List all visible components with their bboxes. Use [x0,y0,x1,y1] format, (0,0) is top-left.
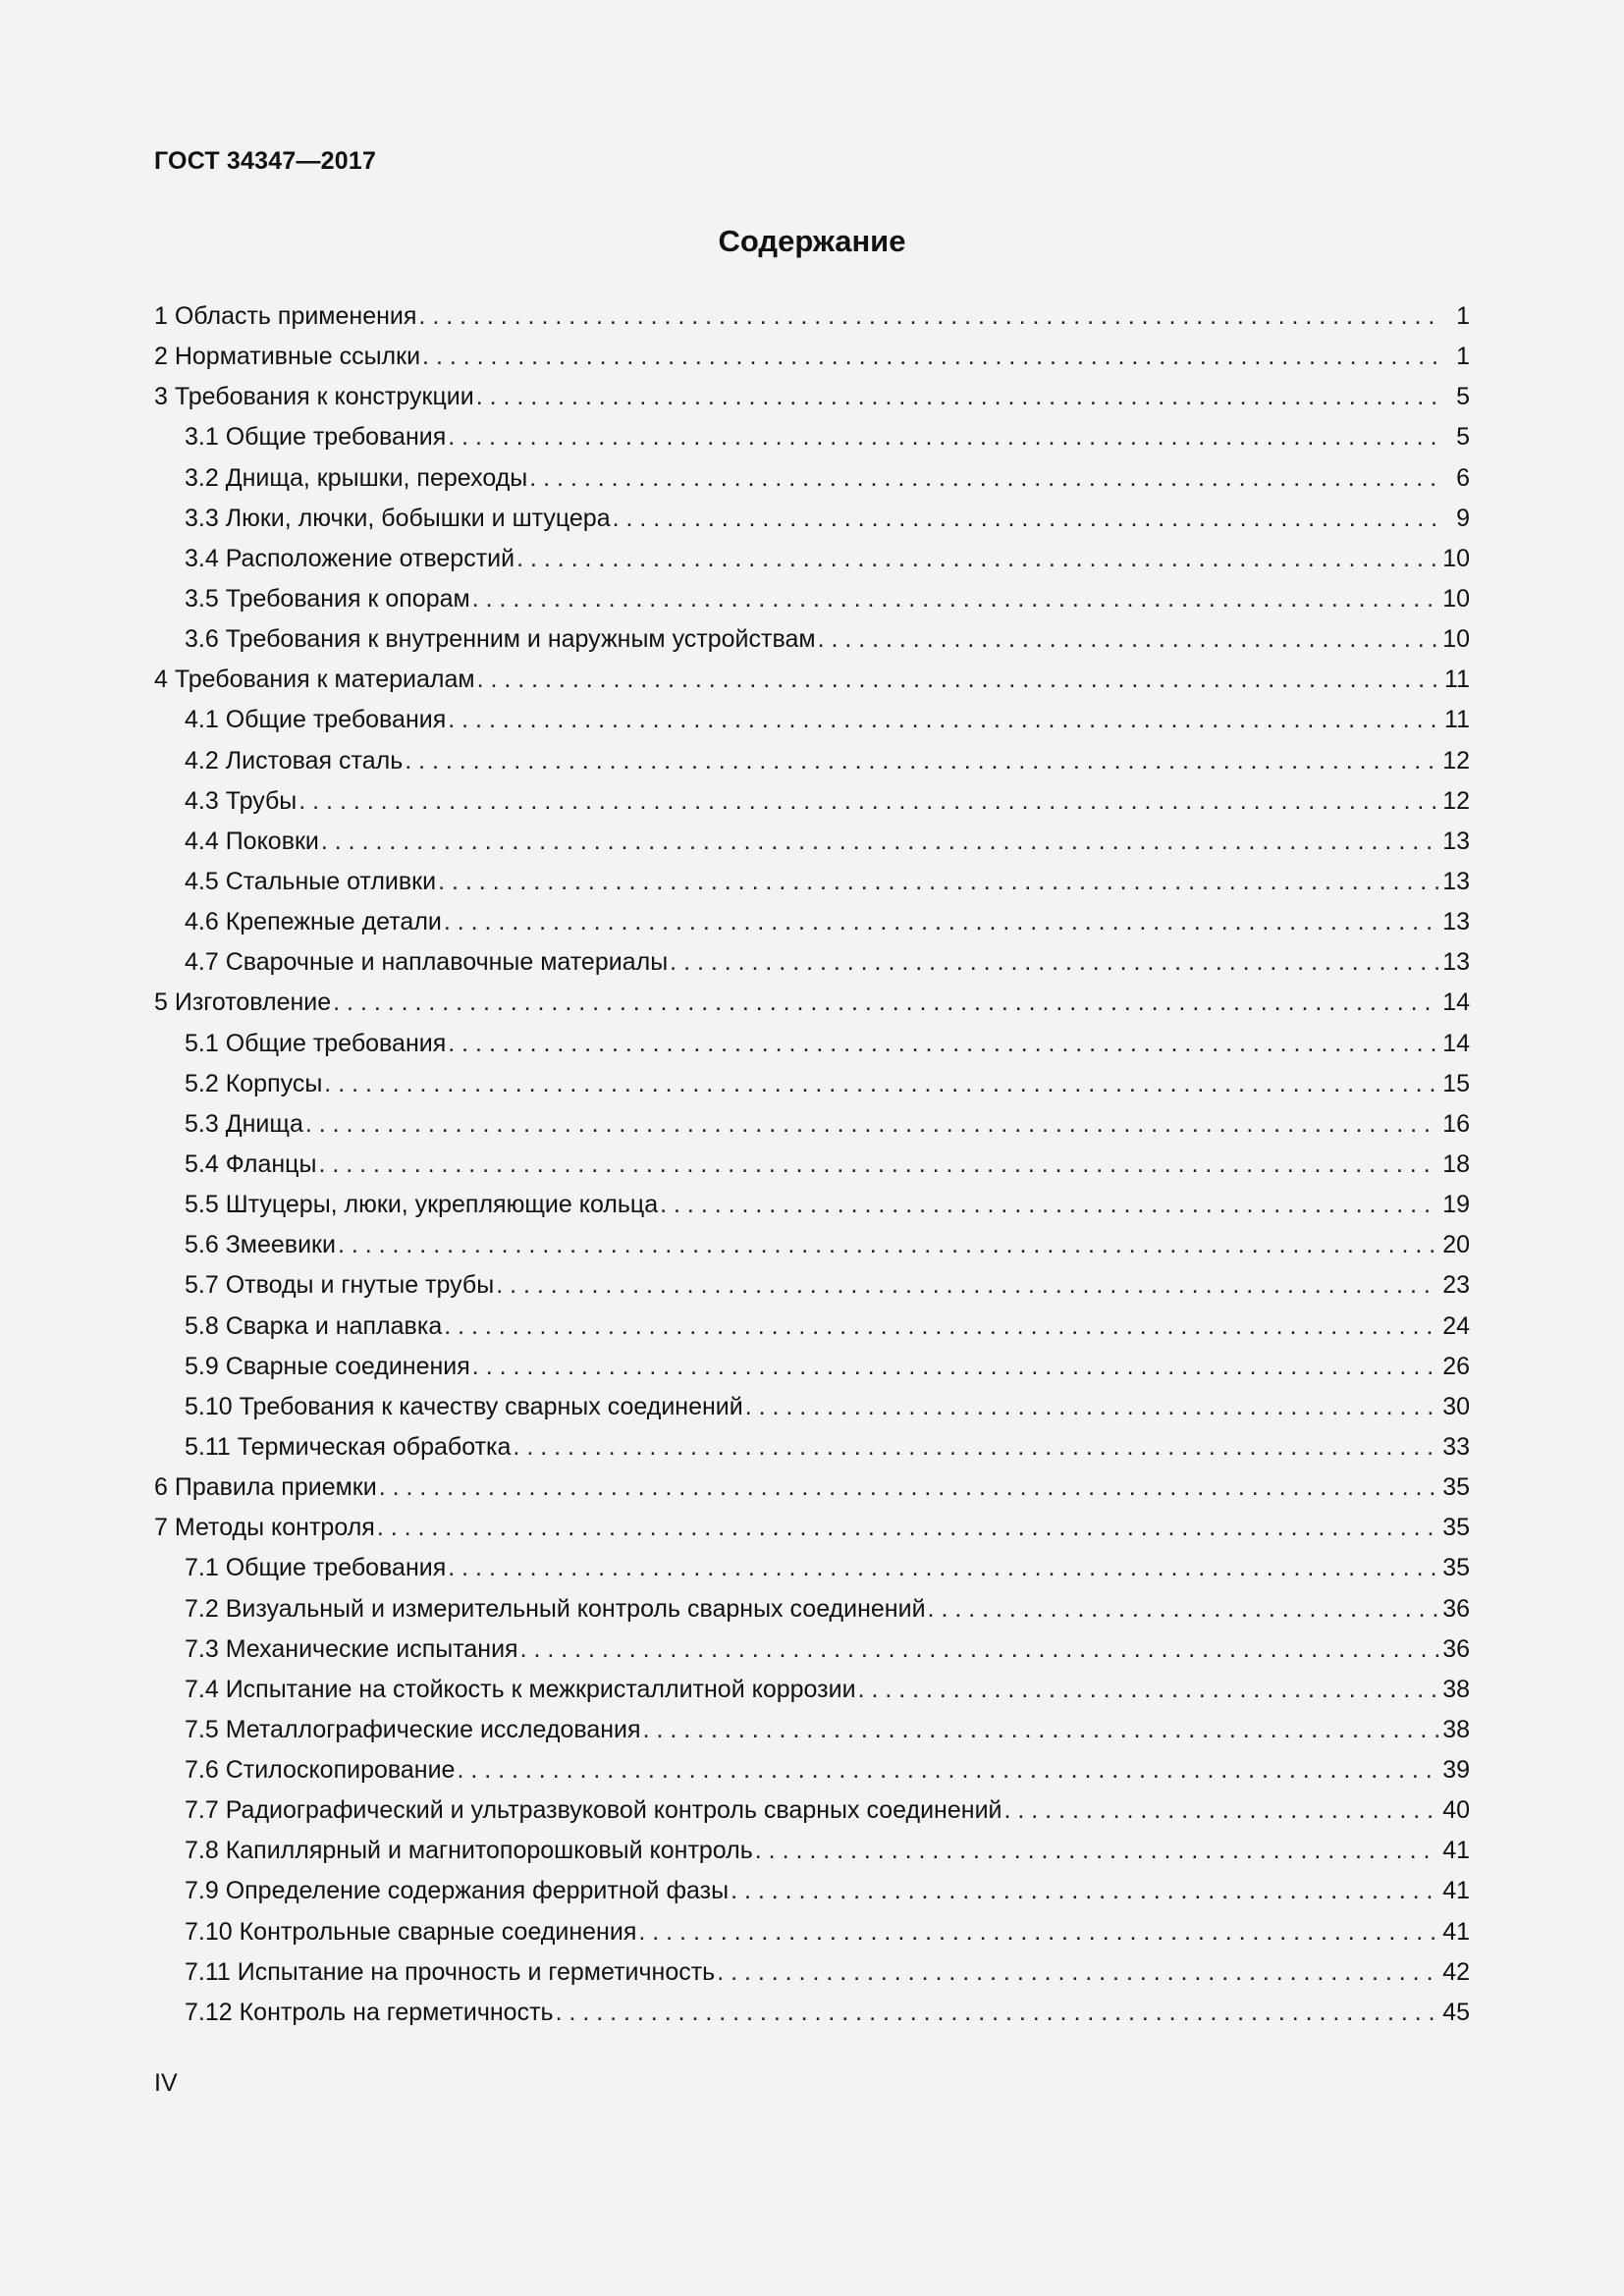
toc-entry-page: 11 [1444,706,1470,734]
toc-entry-title: 4.6 Крепежные детали [185,908,442,936]
toc-dot-leader [448,423,1438,452]
toc-entry-title: 7.3 Механические испытания [185,1634,518,1663]
toc-entry[interactable] [154,1635,1470,1676]
toc-entry-page: 11 [1444,666,1470,694]
toc-dot-leader [444,1312,1438,1341]
toc-entry-page: 41 [1442,1917,1470,1946]
toc-entry-page: 36 [1442,1594,1470,1623]
toc-dot-leader [660,1191,1438,1219]
toc-dot-leader [745,1393,1438,1421]
toc-entry[interactable] [154,1110,1470,1150]
toc-entry-title: 5.2 Корпусы [185,1069,323,1097]
toc-entry-page: 13 [1442,827,1470,855]
toc-entry[interactable] [154,1514,1470,1554]
toc-entry[interactable] [154,1150,1470,1191]
toc-entry-title: 4.5 Стальные отливки [185,867,437,895]
toc-entry-title: 3.5 Требования к опорам [185,584,470,613]
toc-entry-title: 7 Методы контроля [154,1514,375,1542]
toc-dot-leader [418,302,1438,331]
toc-entry-title: 7.9 Определение содержания ферритной фазы [185,1877,730,1905]
toc-entry-title: 7.8 Капиллярный и магнитопорошковый контроль [185,1837,753,1865]
toc-dot-leader [643,1716,1438,1744]
toc-dot-leader [405,747,1438,775]
toc-dot-leader [1004,1796,1439,1825]
toc-entry-title: 4 Требования к материалам [154,666,475,694]
toc-entry[interactable] [154,302,1470,343]
toc-entry-page: 1 [1456,302,1470,330]
toc-entry-page: 13 [1442,908,1470,936]
toc-entry-page: 18 [1442,1149,1470,1178]
toc-dot-leader [305,1110,1438,1139]
toc-entry-page: 10 [1442,625,1470,654]
toc-entry-title: 7.12 Контроль на герметичность [185,1998,554,2026]
toc-entry-title: 7.6 Стилоскопирование [185,1756,456,1785]
toc-dot-leader [516,545,1438,573]
toc-entry-title: 3.3 Люки, лючки, бобышки и штуцера [185,504,611,532]
toc-entry[interactable] [154,423,1470,463]
toc-entry-title: 7.11 Испытание на прочность и герметичность [185,1957,716,1986]
toc-entry[interactable] [154,585,1470,625]
toc-dot-leader [333,988,1438,1017]
toc-entry-title: 3.4 Расположение отверстий [185,544,515,572]
toc-dot-leader [556,1999,1438,2027]
toc-entry-title: 4.7 Сварочные и наплавочные материалы [185,948,669,977]
toc-entry-page: 26 [1442,1352,1470,1380]
toc-entry[interactable] [154,1070,1470,1110]
toc-entry[interactable] [154,908,1470,948]
toc-entry[interactable] [154,666,1470,706]
toc-dot-leader [438,868,1438,896]
toc-dot-leader [476,383,1438,411]
toc-dot-leader [529,464,1438,493]
toc-dot-leader [448,1554,1438,1582]
toc-entry-title: 3.2 Днища, крышки, переходы [185,463,528,492]
toc-entry-title: 7.7 Радиографический и ультразвуковой контроль сварных соединений [185,1796,1002,1825]
toc-entry-page: 30 [1442,1392,1470,1420]
toc-dot-leader [444,908,1438,936]
toc-entry[interactable] [154,1271,1470,1311]
toc-entry-page: 10 [1442,544,1470,572]
toc-entry-page: 20 [1442,1231,1470,1259]
toc-dot-leader [321,828,1438,856]
toc-entry[interactable] [154,625,1470,666]
toc-dot-leader [472,1353,1438,1381]
toc-entry[interactable] [154,383,1470,423]
toc-entry-page: 39 [1442,1756,1470,1785]
toc-entry[interactable] [154,1191,1470,1231]
toc-entry-title: 1 Область применения [154,302,417,330]
toc-entry-title: 4.4 Поковки [185,827,319,855]
toc-entry-page: 38 [1442,1715,1470,1743]
toc-entry[interactable] [154,1595,1470,1635]
toc-entry-page: 13 [1442,867,1470,895]
toc-dot-leader [379,1473,1438,1502]
toc-entry[interactable] [154,747,1470,787]
toc-entry[interactable] [154,828,1470,868]
toc-dot-leader [717,1958,1438,1987]
toc-entry-title: 7.10 Контрольные сварные соединения [185,1917,637,1946]
toc-entry[interactable] [154,1433,1470,1473]
toc-entry-title: 5.1 Общие требования [185,1029,447,1057]
toc-entry[interactable] [154,464,1470,505]
toc-entry-page: 38 [1442,1675,1470,1703]
toc-dot-leader [448,1030,1438,1058]
table-of-contents [154,302,1470,2039]
toc-dot-leader [422,343,1438,371]
toc-entry[interactable] [154,1958,1470,1999]
toc-entry-page: 35 [1442,1514,1470,1542]
toc-entry[interactable] [154,1796,1470,1837]
toc-entry[interactable] [154,787,1470,828]
toc-entry[interactable] [154,1676,1470,1716]
toc-entry-title: 4.1 Общие требования [185,706,447,734]
toc-entry-title: 3 Требования к конструкции [154,383,474,411]
toc-entry[interactable] [154,1231,1470,1271]
toc-entry-page: 42 [1442,1957,1470,1986]
toc-entry-title: 7.2 Визуальный и измерительный контроль сварных соединений [185,1594,926,1623]
toc-heading: Содержание [718,224,906,258]
toc-entry[interactable] [154,948,1470,988]
toc-entry[interactable] [154,1353,1470,1393]
toc-entry-page: 14 [1442,988,1470,1017]
toc-dot-leader [670,948,1438,977]
toc-entry-title: 5.5 Штуцеры, люки, укрепляющие кольца [185,1191,659,1219]
toc-entry-page: 23 [1442,1271,1470,1300]
toc-dot-leader [520,1635,1438,1664]
toc-dot-leader [448,706,1438,734]
toc-entry[interactable] [154,1837,1470,1877]
toc-entry-title: 5.7 Отводы и гнутые трубы [185,1271,495,1300]
toc-entry-title: 5.9 Сварные соединения [185,1352,470,1380]
toc-dot-leader [472,585,1438,614]
toc-entry-title: 3.1 Общие требования [185,423,447,452]
toc-dot-leader [338,1231,1438,1259]
toc-entry[interactable] [154,1756,1470,1796]
toc-entry-title: 7.5 Металлографические исследования [185,1715,641,1743]
toc-entry-page: 24 [1442,1311,1470,1340]
toc-entry-title: 5.4 Фланцы [185,1149,317,1178]
toc-entry-page: 40 [1442,1796,1470,1825]
toc-entry-title: 5.3 Днища [185,1109,303,1138]
toc-entry[interactable] [154,1393,1470,1433]
toc-entry[interactable] [154,1554,1470,1594]
toc-dot-leader [377,1514,1438,1542]
toc-entry-page: 10 [1442,584,1470,613]
toc-entry-page: 35 [1442,1473,1470,1502]
toc-entry-page: 12 [1442,786,1470,815]
toc-entry-page: 45 [1442,1998,1470,2026]
toc-dot-leader [318,1150,1438,1179]
toc-dot-leader [755,1837,1438,1865]
toc-dot-leader [457,1756,1438,1785]
toc-entry-page: 41 [1442,1877,1470,1905]
toc-dot-leader [638,1918,1438,1947]
toc-entry[interactable] [154,1473,1470,1514]
toc-entry[interactable] [154,343,1470,383]
toc-entry[interactable] [154,868,1470,908]
toc-entry-title: 5.6 Змеевики [185,1231,336,1259]
toc-dot-leader [613,505,1438,533]
toc-entry-title: 7.1 Общие требования [185,1554,447,1582]
toc-entry-title: 5 Изготовление [154,988,332,1017]
toc-dot-leader [496,1271,1438,1300]
toc-entry-title: 4.3 Трубы [185,786,298,815]
toc-entry[interactable] [154,505,1470,545]
toc-entry-page: 12 [1442,746,1470,774]
toc-entry-title: 6 Правила приемки [154,1473,377,1502]
toc-entry-page: 5 [1456,383,1470,411]
toc-entry[interactable] [154,545,1470,585]
toc-entry[interactable] [154,1999,1470,2039]
page-number: IV [154,2069,178,2097]
toc-entry-title: 5.8 Сварка и наплавка [185,1311,443,1340]
toc-entry-page: 9 [1456,504,1470,532]
toc-entry[interactable] [154,706,1470,746]
toc-dot-leader [324,1070,1438,1098]
toc-entry-title: 3.6 Требования к внутренним и наружным устройствам [185,625,816,654]
toc-dot-leader [731,1877,1438,1905]
toc-entry-page: 35 [1442,1554,1470,1582]
toc-entry-page: 6 [1456,463,1470,492]
toc-entry-title: 7.4 Испытание на стойкость к межкристаллитной коррозии [185,1675,856,1703]
toc-entry-page: 19 [1442,1191,1470,1219]
toc-entry-page: 14 [1442,1029,1470,1057]
toc-entry-title: 2 Нормативные ссылки [154,343,421,371]
toc-entry-page: 13 [1442,948,1470,977]
toc-entry-page: 33 [1442,1432,1470,1461]
toc-entry-page: 15 [1442,1069,1470,1097]
toc-entry-title: 5.10 Требования к качеству сварных соединений [185,1392,743,1420]
toc-entry-title: 5.11 Термическая обработка [185,1432,512,1461]
toc-entry-page: 36 [1442,1634,1470,1663]
toc-entry-page: 41 [1442,1837,1470,1865]
toc-entry[interactable] [154,1312,1470,1353]
toc-dot-leader [298,787,1438,816]
toc-entry[interactable] [154,1716,1470,1756]
toc-entry[interactable] [154,988,1470,1029]
toc-dot-leader [858,1676,1438,1704]
toc-entry[interactable] [154,1030,1470,1070]
toc-entry-page: 16 [1442,1109,1470,1138]
toc-dot-leader [928,1595,1438,1624]
toc-entry-page: 1 [1456,343,1470,371]
toc-entry-page: 5 [1456,423,1470,452]
toc-entry[interactable] [154,1918,1470,1958]
toc-dot-leader [818,625,1438,654]
toc-dot-leader [513,1433,1438,1462]
document-code: ГОСТ 34347—2017 [154,147,377,175]
toc-dot-leader [477,666,1438,694]
toc-entry[interactable] [154,1877,1470,1917]
toc-entry-title: 4.2 Листовая сталь [185,746,404,774]
